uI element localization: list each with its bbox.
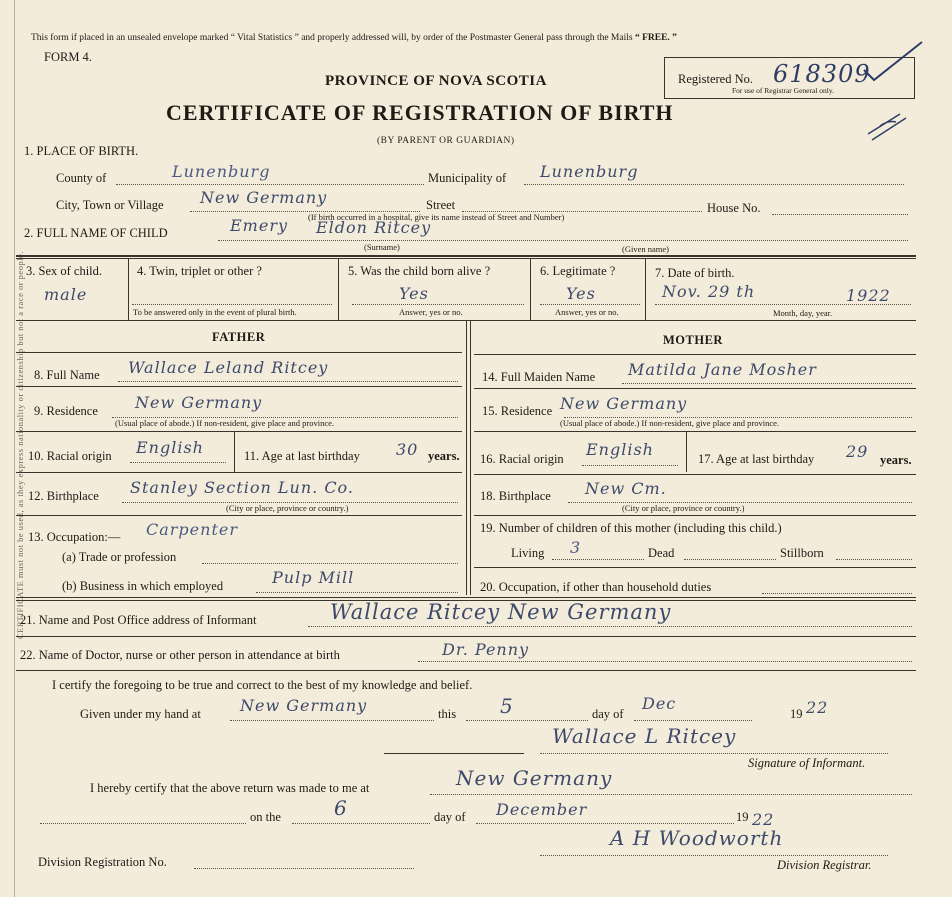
given-this-label: this [438, 707, 457, 721]
father-name-line [118, 381, 458, 382]
twin-label: 4. Twin, triplet or other ? [137, 264, 262, 278]
child-name-line [218, 240, 908, 241]
registrar-signature-line [540, 855, 888, 856]
rule-v1 [128, 259, 129, 320]
rule-center-2 [470, 321, 471, 595]
informant-label: 21. Name and Post Office address of Informant [20, 613, 257, 627]
rule-m2 [474, 388, 916, 389]
page-title: CERTIFICATE OF REGISTRATION OF BIRTH [166, 100, 674, 125]
informant-signature-line [540, 753, 888, 754]
mother-birthplace-note: (City or place, province or country.) [622, 503, 745, 513]
county-value: Lunenburg [172, 162, 271, 181]
dead-label: Dead [648, 546, 675, 560]
registrar-lead-line [40, 823, 246, 824]
rule-m6 [474, 567, 916, 568]
rule-m1 [474, 354, 916, 355]
father-birthplace-note: (City or place, province or country.) [226, 503, 349, 513]
street-label: Street [426, 198, 456, 212]
subtitle: (BY PARENT OR GUARDIAN) [377, 136, 515, 146]
registrar-certify-label: I hereby certify that the above return was made to me at [90, 781, 370, 795]
mother-age-unit: years. [880, 453, 912, 467]
side-margin [0, 0, 25, 897]
mother-birthplace-value: New Cm. [585, 479, 667, 498]
twin-line [132, 304, 332, 305]
father-racial-label: 10. Racial origin [28, 449, 112, 463]
rule-f5 [16, 515, 462, 516]
father-business-line [256, 592, 458, 593]
father-name-label: 8. Full Name [34, 368, 100, 382]
living-value: 3 [570, 538, 582, 557]
legit-label: 6. Legitimate ? [540, 264, 616, 278]
rule-m5 [474, 515, 916, 516]
given-day-line [466, 720, 588, 721]
municipality-label: Municipality of [428, 171, 507, 185]
given-year: 22 [806, 698, 829, 717]
registrar-place-line [430, 794, 912, 795]
given-month: Dec [642, 694, 677, 713]
father-residence-label: 9. Residence [34, 404, 98, 418]
city-label: City, Town or Village [56, 198, 164, 212]
place-of-birth-heading: 1. PLACE OF BIRTH. [24, 144, 139, 158]
mother-racial-line [582, 465, 678, 466]
child-surname: Emery [230, 216, 289, 235]
province-title: PROVINCE OF NOVA SCOTIA [325, 73, 547, 89]
rule-f2 [16, 386, 462, 387]
registrar-day: 6 [334, 796, 348, 820]
rule-top [16, 255, 916, 257]
certify-text: I certify the foregoing to be true and correct to the best of my knowledge and belief. [52, 678, 473, 692]
registrar-month: December [496, 800, 588, 819]
registrar-use-note: For use of Registrar General only. [732, 86, 834, 95]
mother-occupation-line [762, 593, 912, 594]
father-trade-value: Carpenter [146, 520, 238, 539]
stillborn-label: Stillborn [780, 546, 824, 560]
informant-signature: Wallace L Ritcey [552, 724, 737, 748]
father-birthplace-label: 12. Birthplace [28, 489, 99, 503]
alive-label: 5. Was the child born alive ? [348, 264, 491, 278]
alive-note: Answer, yes or no. [399, 307, 463, 317]
father-racial-line [130, 462, 226, 463]
registrar-signature-caption: Division Registrar. [777, 858, 872, 872]
given-caption: (Given name) [622, 244, 669, 254]
mother-occupation-label: 20. Occupation, if other than household duties [480, 580, 712, 594]
house-label: House No. [707, 201, 761, 215]
city-value: New Germany [200, 188, 328, 207]
rule-m-age [686, 431, 687, 472]
given-place-line [230, 720, 434, 721]
father-age-unit: years. [428, 449, 460, 463]
mother-children-label: 19. Number of children of this mother (including this child.) [480, 521, 782, 535]
form-number: FORM 4. [44, 50, 92, 64]
registered-number: 618309 [773, 60, 871, 88]
date-note: Month, day, year. [773, 308, 833, 318]
rule-v4 [645, 259, 646, 320]
father-racial-value: English [136, 438, 204, 457]
father-residence-value: New Germany [135, 393, 263, 412]
mother-residence-label: 15. Residence [482, 404, 553, 418]
rule-center [466, 321, 467, 595]
doctor-value: Dr. Penny [442, 640, 530, 659]
rule-top-inner [16, 258, 916, 259]
year-value: 1922 [846, 286, 891, 305]
rule-f3 [16, 431, 462, 432]
father-trade-line [202, 563, 458, 564]
legit-note: Answer, yes or no. [555, 307, 619, 317]
father-heading: FATHER [212, 330, 266, 344]
check-mark [860, 40, 930, 160]
date-value: Nov. 29 th [662, 282, 756, 301]
mother-name-label: 14. Full Maiden Name [482, 370, 596, 384]
registrar-on-the-label: on the [250, 810, 281, 824]
doctor-line [418, 661, 912, 662]
child-given-name: Eldon Ritcey [316, 218, 432, 237]
living-label: Living [511, 546, 545, 560]
informant-value: Wallace Ritcey New Germany [330, 600, 672, 624]
father-residence-note: (Usual place of abode.) If non-resident, give place and province. [115, 418, 335, 428]
father-business-label: (b) Business in which employed [62, 579, 224, 593]
father-birthplace-value: Stanley Section Lun. Co. [130, 478, 354, 497]
legit-line [540, 304, 640, 305]
mother-racial-value: English [586, 440, 654, 459]
father-business-value: Pulp Mill [272, 568, 355, 587]
mother-racial-label: 16. Racial origin [480, 452, 564, 466]
doctor-label: 22. Name of Doctor, nurse or other person in attendance at birth [20, 648, 340, 662]
rule-f-age [234, 431, 235, 472]
mother-residence-value: New Germany [560, 394, 688, 413]
sex-value: male [44, 285, 88, 304]
alive-line [352, 304, 524, 305]
rule-short [384, 753, 524, 754]
father-age-label: 11. Age at last birthday [244, 449, 360, 463]
surname-caption: (Surname) [364, 242, 400, 252]
child-name-label: 2. FULL NAME OF CHILD [24, 226, 168, 240]
rule-m4 [474, 474, 916, 475]
registrar-signature: A H Woodworth [610, 826, 784, 850]
father-trade-label: (a) Trade or profession [62, 550, 177, 564]
legit-value: Yes [566, 284, 596, 303]
registrar-place: New Germany [456, 766, 613, 790]
father-occupation-label: 13. Occupation:— [28, 530, 121, 544]
mother-age-value: 29 [846, 442, 869, 461]
rule-v2 [338, 259, 339, 320]
mother-residence-note: (Usual place of abode.) If non-resident, give place and province. [560, 418, 780, 428]
rule-grid-bottom [16, 597, 916, 598]
rule-m3 [474, 431, 916, 432]
dead-line [684, 559, 776, 560]
living-line [552, 559, 644, 560]
registrar-year: 22 [752, 810, 775, 829]
registrar-day-line [292, 823, 430, 824]
registrar-year-prefix: 19 [736, 810, 749, 824]
mail-notice: This form if placed in an unsealed envelope marked “ Vital Statistics ” and properly addressed will, by order of the Postmaster General pass through the Mails “ FREE. ” [31, 33, 677, 43]
house-line [772, 214, 908, 215]
municipality-value: Lunenburg [540, 162, 639, 181]
rule-21 [16, 636, 916, 637]
rule-f1 [16, 352, 462, 353]
mother-birthplace-label: 18. Birthplace [480, 489, 551, 503]
division-registration-line [194, 868, 414, 869]
given-day: 5 [500, 694, 514, 718]
rule-v3 [530, 259, 531, 320]
father-age-value: 30 [396, 440, 419, 459]
division-registration-label: Division Registration No. [38, 855, 167, 869]
stillborn-line [836, 559, 912, 560]
municipality-line [524, 184, 904, 185]
given-place: New Germany [240, 696, 368, 715]
twin-note: To be answered only in the event of plural birth. [133, 307, 297, 317]
rule-f4 [16, 472, 462, 473]
mother-heading: MOTHER [663, 333, 723, 347]
given-month-line [634, 720, 752, 721]
informant-signature-caption: Signature of Informant. [748, 756, 866, 770]
rule-22 [16, 670, 916, 671]
sex-label: 3. Sex of child. [26, 264, 103, 278]
date-label: 7. Date of birth. [655, 266, 735, 280]
father-name-value: Wallace Leland Ritcey [128, 358, 329, 377]
side-margin-text: CERTIFICATE must not be used, as they express nationality or citizenship but not a race or people. [15, 251, 25, 639]
mother-name-line [622, 383, 912, 384]
mother-name-value: Matilda Jane Mosher [628, 360, 817, 379]
alive-value: Yes [399, 284, 429, 303]
given-day-of-label: day of [592, 707, 624, 721]
mother-age-label: 17. Age at last birthday [698, 452, 815, 466]
county-label: County of [56, 171, 107, 185]
informant-line [308, 626, 912, 627]
given-year-prefix: 19 [790, 707, 803, 721]
given-label: Given under my hand at [80, 707, 201, 721]
registrar-day-of-label: day of [434, 810, 466, 824]
hospital-note: (If birth occurred in a hospital, give its name instead of Street and Number) [308, 212, 565, 222]
county-line [116, 184, 424, 185]
registrar-month-line [476, 823, 734, 824]
registered-label: Registered No. [678, 72, 753, 86]
